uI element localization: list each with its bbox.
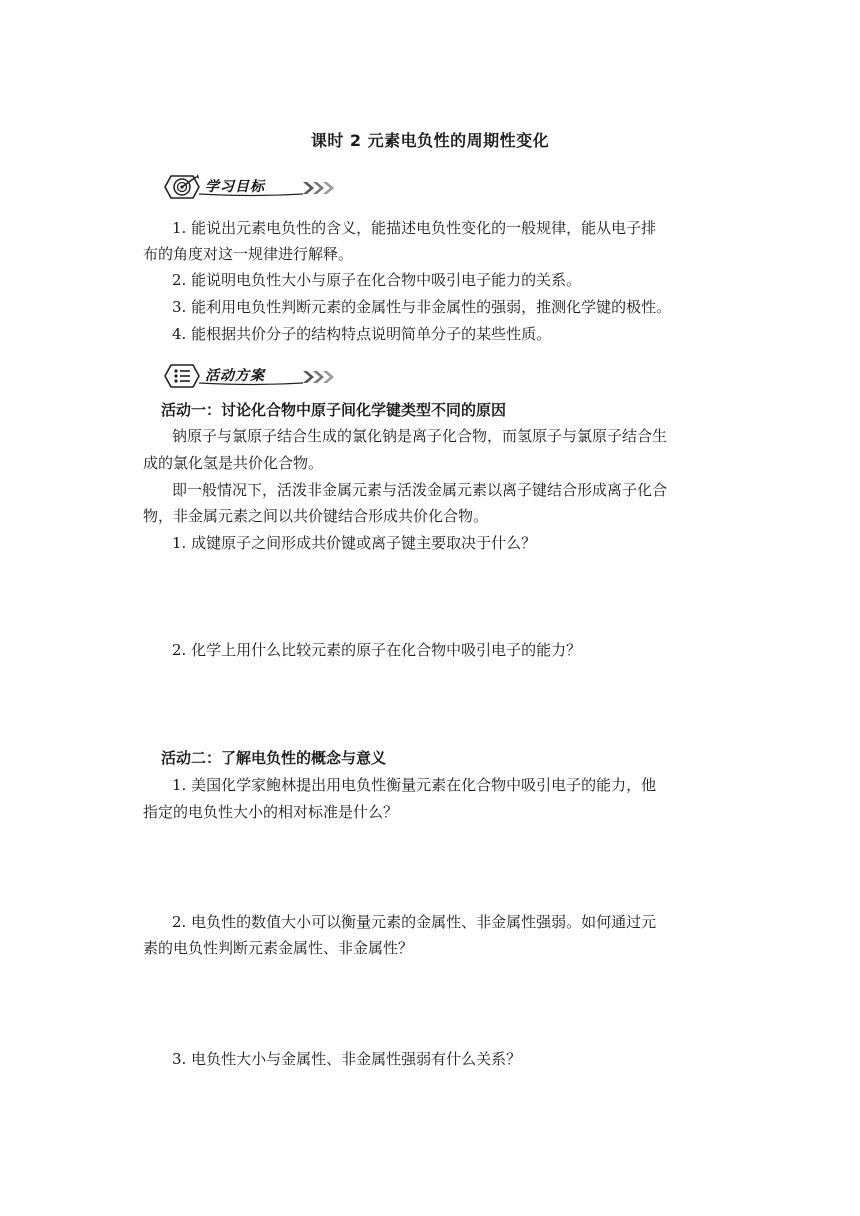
activity-1-para-1-line-2: 成的氯化氢是共价化合物。 [143, 454, 324, 472]
activity-2-question-1-line-2: 指定的电负性大小的相对标准是什么？ [143, 803, 399, 821]
goal-3: 3. 能利用电负性判断元素的金属性与非金属性的强弱，推测化学键的极性。 [172, 298, 672, 316]
activity-plan-banner [163, 362, 343, 390]
goal-2: 2. 能说明电负性大小与原子在化合物中吸引电子能力的关系。 [172, 271, 582, 289]
learning-goals-banner [163, 173, 343, 201]
learning-goals-label: 学习目标 [205, 179, 265, 195]
activity-2-question-2-line-1: 2. 电负性的数值大小可以衡量元素的金属性、非金属性强弱。如何通过元 [172, 913, 657, 931]
activity-2-question-2-line-2: 素的电负性判断元素金属性、非金属性？ [143, 939, 414, 957]
page-title: 课时 2 元素电负性的周期性变化 [310, 131, 550, 150]
activity-1-heading: 活动一：讨论化合物中原子间化学键类型不同的原因 [161, 401, 507, 419]
activity-1-question-2: 2. 化学上用什么比较元素的原子在化合物中吸引电子的能力？ [172, 641, 582, 659]
goal-1-line-1: 1. 能说出元素电负性的含义，能描述电负性变化的一般规律，能从电子排 [172, 219, 657, 237]
activity-1-para-1-line-1: 钠原子与氯原子结合生成的氯化钠是离子化合物，而氢原子与氯原子结合生 [172, 427, 668, 445]
activity-2-question-1-line-1: 1. 美国化学家鲍林提出用电负性衡量元素在化合物中吸引电子的能力，他 [172, 776, 657, 794]
activity-plan-label: 活动方案 [205, 368, 265, 384]
activity-1-para-2-line-1: 即一般情况下，活泼非金属元素与活泼金属元素以离子键结合形成离子化合 [172, 481, 668, 499]
activity-1-para-2-line-2: 物，非金属元素之间以共价键结合形成共价化合物。 [143, 507, 489, 525]
activity-1-question-1: 1. 成键原子之间形成共价键或离子键主要取决于什么？ [172, 534, 537, 552]
goal-1-line-2: 布的角度对这一规律进行解释。 [143, 245, 354, 263]
goal-4: 4. 能根据共价分子的结构特点说明简单分子的某些性质。 [172, 325, 552, 343]
activity-2-heading: 活动二：了解电负性的概念与意义 [161, 749, 387, 767]
activity-2-question-3: 3. 电负性大小与金属性、非金属性强弱有什么关系？ [172, 1050, 522, 1068]
